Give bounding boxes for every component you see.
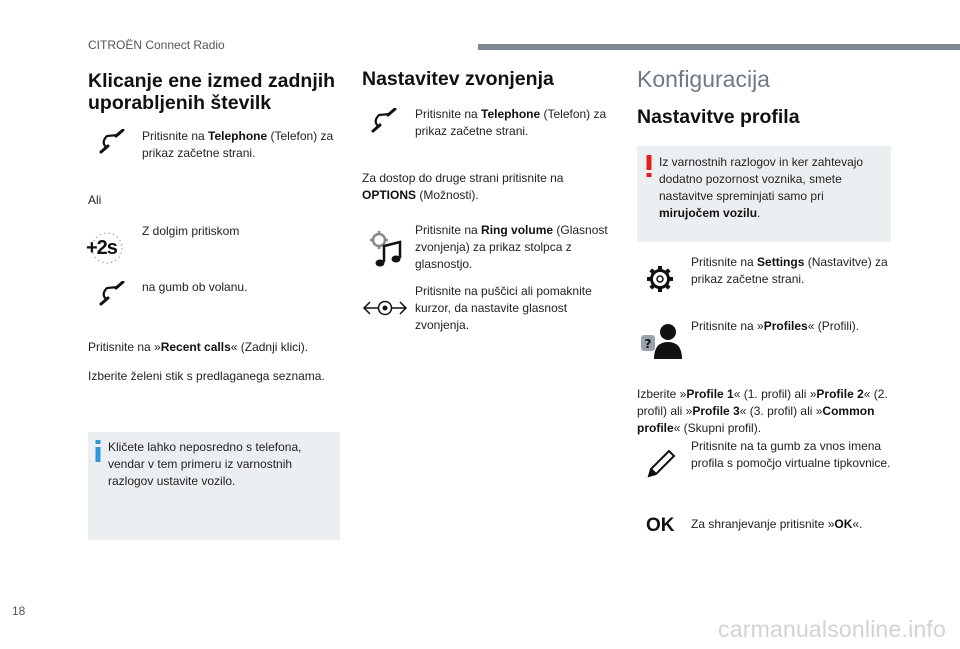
- col3-step3: Izberite »Profile 1« (1. profil) ali »Profile 2« (2. profil) ali »Profile 3« (3. profil) ali »Common profile« (Skupni profil).: [637, 387, 888, 435]
- col1-step2: Z dolgim pritiskom: [142, 224, 240, 238]
- pencil-icon: [645, 448, 677, 480]
- phone-handset-icon: [98, 129, 126, 155]
- col2-heading: [362, 68, 612, 90]
- col3-section: [637, 66, 770, 93]
- page-number: 18: [12, 604, 26, 618]
- section-heading: Nastavitve profila: [637, 106, 800, 128]
- info-text: Kličete lahko neposredno s telefona, vendar v tem primeru iz varnostnih razlogov ustavite vozilo.: [108, 440, 302, 488]
- col1-step5: Izberite želeni stik s predlaganega seznama.: [88, 369, 325, 383]
- gear-icon: [645, 264, 675, 294]
- col2-step4: Pritisnite na puščici ali pomaknite kurzor, da nastavite glasnost zvonjenja.: [415, 284, 592, 332]
- section-heading: Klicanje ene izmed zadnjih uporabljenih številk: [88, 70, 336, 114]
- watermark: carmanualsonline.info: [718, 616, 946, 642]
- col2-step1: Pritisnite na Telephone (Telefon) za prikaz začetne strani.: [415, 107, 607, 138]
- warning-box: [637, 146, 891, 242]
- svg-text:?: ?: [644, 337, 652, 351]
- warning-icon: [645, 155, 653, 177]
- steering-wheel-button-icon: [85, 228, 129, 268]
- col3-step1: Pritisnite na Settings (Nastavitve) za prikaz začetne strani.: [691, 255, 888, 286]
- section-title: Konfiguracija: [637, 66, 770, 92]
- col3-step5: Za shranjevanje pritisnite »OK«.: [691, 517, 863, 531]
- col3-step4: Pritisnite na ta gumb za vnos imena profila s pomočjo virtualne tipkovnice.: [691, 439, 891, 470]
- info-icon: [94, 440, 102, 462]
- warning-text: Iz varnostnih razlogov in ker zahtevajo dodatno pozornost voznika, smete nastavitve spreminjati samo pri mirujočem vozilu.: [659, 155, 864, 220]
- two-seconds-label: +2s: [86, 237, 117, 259]
- ok-icon: OK: [646, 515, 675, 536]
- col1-heading: [88, 70, 348, 114]
- ring-volume-icon: [368, 229, 406, 269]
- col2-step3: Pritisnite na Ring volume (Glasnost zvonjenja) za prikaz stolpca z glasnostjo.: [415, 223, 608, 271]
- col3-heading: [637, 106, 800, 128]
- info-box: [88, 432, 340, 540]
- phone-handset-icon: [98, 281, 126, 307]
- header-title: CITROËN Connect Radio: [88, 38, 225, 52]
- header-bar: [478, 44, 960, 50]
- col1-step3: na gumb ob volanu.: [142, 280, 248, 294]
- col2-step2: Za dostop do druge strani pritisnite na OPTIONS (Možnosti).: [362, 171, 564, 202]
- profile-person-icon: [640, 323, 682, 359]
- col3-step2: Pritisnite na »Profiles« (Profili).: [691, 319, 860, 333]
- phone-handset-icon: [370, 108, 398, 134]
- col1-ali: Ali: [88, 193, 102, 207]
- col1-step4: Pritisnite na »Recent calls« (Zadnji klici).: [88, 340, 309, 354]
- col1-step1: Pritisnite na Telephone (Telefon) za prikaz začetne strani.: [142, 129, 334, 160]
- volume-slider-icon: [362, 297, 408, 319]
- section-heading: Nastavitev zvonjenja: [362, 68, 554, 90]
